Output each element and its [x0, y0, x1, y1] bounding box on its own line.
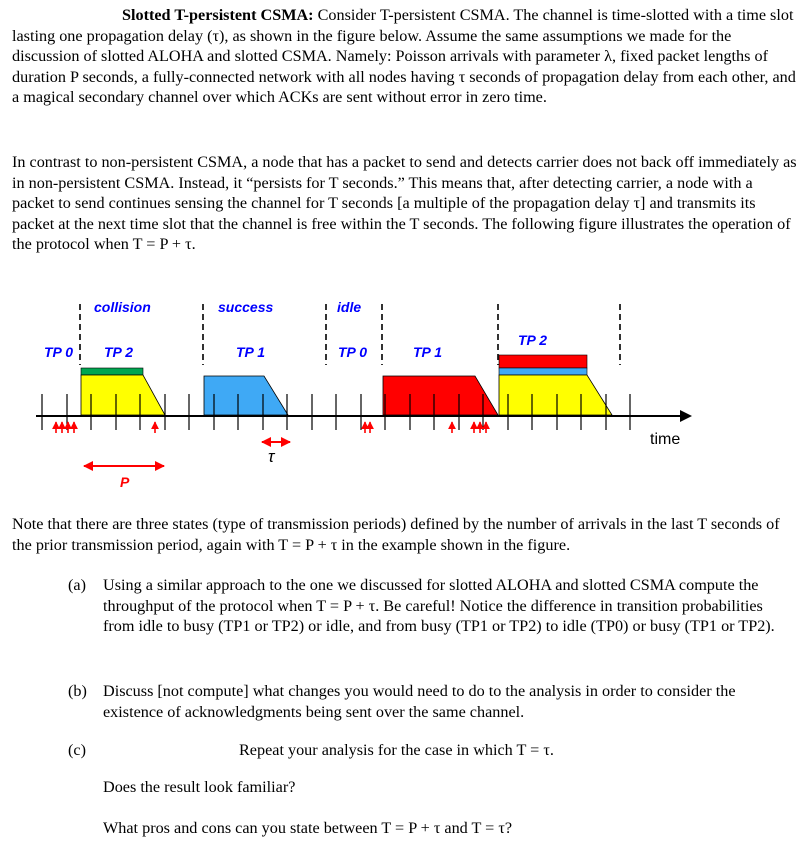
tau-label: τ [268, 447, 275, 466]
label-tp2-a: TP 2 [104, 344, 134, 360]
label-idle: idle [337, 299, 362, 315]
states-note: Note that there are three states (type of transmission periods) defined by the number of arrivals in the last T seconds of the prior transmission period, again with T = P + τ in the example shown in the figure. [12, 515, 780, 554]
tp2-yellow-packet [499, 375, 612, 415]
question-c-followup-2: What pros and cons can you state between T = P + τ and T = τ? [103, 819, 513, 837]
protocol-timing-figure [0, 290, 809, 500]
question-c-label: (c) [68, 741, 86, 759]
intro-text: Consider T-persistent CSMA. The channel is time-slotted with a time slot lasting one propagation delay (τ), as shown in the figure below. Assume the same assumptions we made for the discussion of slotted ALOHA and slotted CSMA. Namely: Poisson arrivals with parameter λ, fixed packet lengths of duration P seconds, a fully-connected network with all nodes having τ seconds of propagation delay from each other, and a magical secondary channel over which ACKs are sent without error in zero time. [12, 6, 796, 107]
question-b-label: (b) [68, 682, 87, 700]
label-tp0-a: TP 0 [44, 344, 74, 360]
question-b-text: Discuss [not compute] what changes you would need to do to the analysis in order to consider the existence of acknowledgments being sent over the same channel. [103, 682, 736, 721]
question-c-text: Repeat your analysis for the case in which T = τ. [239, 741, 554, 759]
tp1-red-packet [383, 376, 498, 415]
question-a-text: Using a similar approach to the one we discussed for slotted ALOHA and slotted CSMA compute the throughput of the protocol when T = P + τ. Be careful! Notice the difference in transition probabilities from idle to busy (TP1 or TP2) or idle, and from busy (TP1 or TP2) to idle (TP0) or busy (TP1 or TP2). [103, 576, 775, 636]
label-tp0-b: TP 0 [338, 344, 368, 360]
label-tp1-b: TP 1 [413, 344, 443, 360]
collision-yellow-packet [81, 375, 165, 415]
label-success: success [218, 299, 274, 315]
tp2-blue-bar [499, 368, 587, 375]
label-tp2-b: TP 2 [518, 332, 548, 348]
collision-green-bar [81, 368, 143, 375]
time-axis-arrowhead [680, 410, 692, 422]
label-collision: collision [94, 299, 151, 315]
label-tp1-a: TP 1 [236, 344, 266, 360]
time-axis-label: time [650, 431, 681, 448]
intro-paragraph [12, 5, 797, 108]
protocol-description: In contrast to non-persistent CSMA, a node that has a packet to send and detects carrier does not back off immediately as in non-persistent CSMA. Instead, it “persists for T seconds.” This means that, after detecting carrier, a node with a packet to send continues sensing the channel for T seconds [a multiple of the propagation delay τ] and transmits its packet at the next time slot that the channel is free within the T seconds. The following figure illustrates the operation of the protocol when T = P + τ. [12, 153, 797, 254]
tp2-red-bar [499, 355, 587, 368]
arrival-arrows [56, 422, 486, 433]
question-c-followup-1: Does the result look familiar? [103, 778, 296, 796]
question-a-label: (a) [68, 576, 86, 594]
p-label: P [120, 474, 130, 490]
success-blue-packet [204, 376, 288, 415]
problem-title: Slotted T-persistent CSMA: [122, 6, 314, 24]
